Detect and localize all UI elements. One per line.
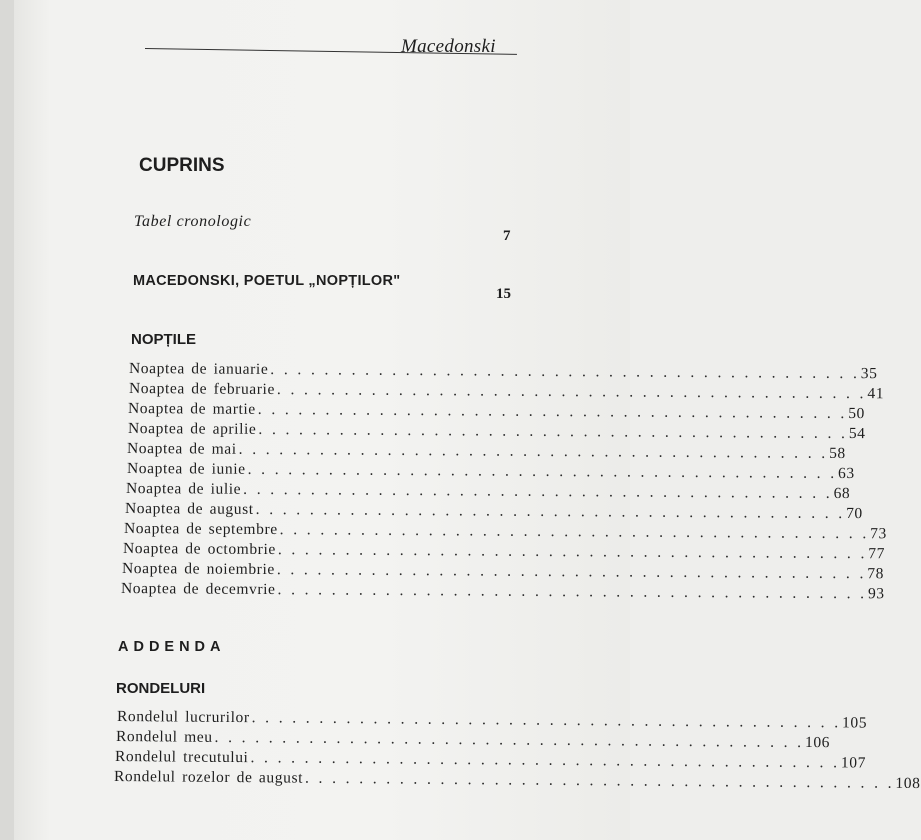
toc-entry-page: 105 xyxy=(841,714,868,732)
toc-entry-title: Noaptea de mai xyxy=(126,440,237,458)
toc-entry-title: Noaptea de iunie xyxy=(126,460,246,478)
toc-essay-title: MACEDONSKI, POETUL „NOPȚILOR" xyxy=(133,273,401,289)
dot-leader: . . . . . . . . . . . . . . . . . . . . . . . . . . . . . . . . . . . . . . . . . . . . xyxy=(255,500,845,523)
toc-entry xyxy=(114,748,867,772)
toc-entry-page: 50 xyxy=(848,405,865,423)
addenda-heading: ADDENDA xyxy=(118,639,226,655)
dot-leader: . . . . . . . . . . . . . . . . . . . . . . . . . . . . . . . . . . . . . . . . . . . . xyxy=(238,440,828,462)
toc-entry-page: 70 xyxy=(846,505,863,523)
toc-entry-page: 58 xyxy=(829,444,846,463)
toc-entry xyxy=(122,540,886,563)
toc-intro-page: 7 xyxy=(503,228,511,244)
toc-entry-page: 54 xyxy=(848,425,866,443)
dot-leader: . . . . . . . . . . . . . . . . . . . . . . . . . . . . . . . . . . . . . . . . . . . . xyxy=(250,749,840,772)
dot-leader: . . . . . . . . . . . . . . . . . . . . . . . . . . . . . . . . . . . . . . . . . . . . xyxy=(251,709,841,732)
toc-entry-title: Rondelul rozelor de august xyxy=(113,768,304,787)
toc-entry xyxy=(124,500,863,523)
toc-entry-page: 106 xyxy=(804,734,831,752)
toc-entry-page: 77 xyxy=(868,545,886,563)
toc-heading: CUPRINS xyxy=(139,155,225,176)
dot-leader: . . . . . . . . . . . . . . . . . . . . . . . . . . . . . . . . . . . . . . . . . . . . xyxy=(276,381,866,403)
dot-leader: . . . . . . . . . . . . . . . . . . . . . . . . . . . . . . . . . . . . . . . . . . . . xyxy=(247,460,837,482)
dot-leader: . . . . . . . . . . . . . . . . . . . . . . . . . . . . . . . . . . . . . . . . . . . . xyxy=(277,541,867,563)
toc-entry-title: Noaptea de iulie xyxy=(125,480,242,498)
toc-entry xyxy=(127,420,866,443)
dot-leader: . . . . . . . . . . . . . . . . . . . . . . . . . . . . . . . . . . . . . . . . . . . . xyxy=(279,521,869,543)
toc-entry xyxy=(127,400,865,423)
toc-entry xyxy=(125,480,851,503)
toc-entry-page: 93 xyxy=(867,585,885,603)
dot-leader: . . . . . . . . . . . . . . . . . . . . . . . . . . . . . . . . . . . . . . . . . . . . xyxy=(277,581,867,603)
toc-entry xyxy=(126,460,855,483)
toc-entry xyxy=(121,560,885,583)
toc-entry-title: Noaptea de aprilie xyxy=(127,420,257,438)
toc-entry xyxy=(128,360,878,383)
dot-leader: . . . . . . . . . . . . . . . . . . . . . . . . . . . . . . . . . . . . . . . . . . . . xyxy=(304,769,894,792)
rondeluri-heading: RONDELURI xyxy=(116,680,206,697)
toc-entry-page: 68 xyxy=(833,484,851,503)
toc-entry-title: Noaptea de septembre xyxy=(123,520,278,539)
toc-entry-page: 78 xyxy=(867,565,885,583)
toc-entry xyxy=(120,580,885,603)
toc-essay-page: 15 xyxy=(496,286,511,302)
toc-entry-page: 73 xyxy=(870,525,887,543)
book-gutter xyxy=(0,0,14,840)
toc-entry xyxy=(115,728,831,752)
toc-entry-title: Noaptea de martie xyxy=(127,400,256,418)
toc-entry-page: 108 xyxy=(895,774,921,793)
toc-entry-title: Noaptea de ianuarie xyxy=(128,360,269,378)
dot-leader: . . . . . . . . . . . . . . . . . . . . . . . . . . . . . . . . . . . . . . . . . . . . xyxy=(276,561,866,583)
toc-entry xyxy=(123,520,887,543)
dot-leader: . . . . . . . . . . . . . . . . . . . . . . . . . . . . . . . . . . . . . . . . . . . . xyxy=(214,728,804,751)
dot-leader: . . . . . . . . . . . . . . . . . . . . . . . . . . . . . . . . . . . . . . . . . . . . xyxy=(257,400,847,423)
toc-intro-title: Tabel cronologic xyxy=(134,213,252,230)
toc-entry-title: Rondelul meu xyxy=(115,728,213,746)
toc-entry-page: 41 xyxy=(867,385,885,403)
toc-entry-title: Noaptea de decemvrie xyxy=(120,580,276,599)
toc-entry-title: Noaptea de februarie xyxy=(128,380,276,399)
dot-leader: . . . . . . . . . . . . . . . . . . . . . . . . . . . . . . . . . . . . . . . . . . . . xyxy=(243,480,832,502)
dot-leader: . . . . . . . . . . . . . . . . . . . . . . . . . . . . . . . . . . . . . . . . . . . . xyxy=(258,420,847,443)
toc-entry xyxy=(116,708,868,732)
toc-entry-title: Rondelul lucrurilor xyxy=(116,708,250,727)
toc-entry-page: 107 xyxy=(840,754,867,772)
toc-entry-page: 35 xyxy=(860,365,878,383)
toc-entry-title: Noaptea de noiembrie xyxy=(121,560,275,579)
running-head: Macedonski xyxy=(401,36,496,57)
toc-entry xyxy=(113,768,921,793)
toc-entry-title: Noaptea de august xyxy=(124,500,254,518)
toc-entry xyxy=(128,380,885,403)
toc-entry-title: Rondelul trecutului xyxy=(114,748,249,767)
toc-entry-page: 63 xyxy=(837,464,855,483)
noptile-heading: NOPȚILE xyxy=(131,331,197,348)
dot-leader: . . . . . . . . . . . . . . . . . . . . . . . . . . . . . . . . . . . . . . . . . . . . xyxy=(270,360,859,383)
toc-entry xyxy=(126,440,846,463)
toc-entry-title: Noaptea de octombrie xyxy=(122,540,276,559)
